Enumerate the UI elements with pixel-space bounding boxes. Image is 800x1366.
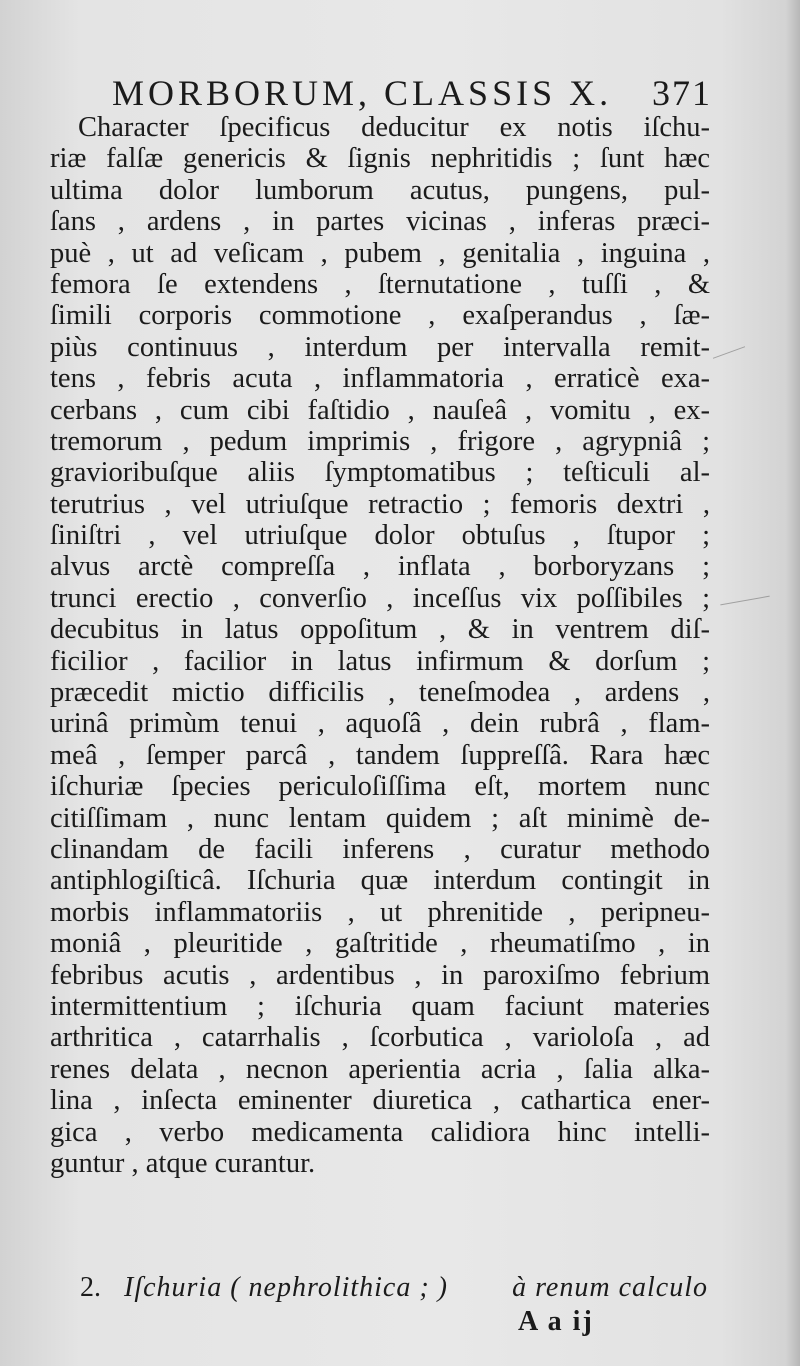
text-line: tremorum , pedum imprimis , frigore , agrypniâ ; [50,425,710,457]
text-line: guntur , atque curantur. [50,1147,316,1179]
page-header [112,72,712,112]
text-line: cerbans , cum cibi faſtidio , nauſeâ , vomitu , ex- [50,394,710,426]
text-line: clinandam de facili inferens , curatur methodo [50,833,710,865]
running-head: MORBORUM, CLASSIS X. [112,73,613,113]
page-number: 371 [652,73,712,113]
text-line: lina , inſecta eminenter diuretica , cathartica ener- [50,1085,710,1117]
text-line: urinâ primùm tenui , aquoſâ , dein rubrâ , flam- [50,708,710,740]
text-line: puè , ut ad veſicam , pubem , genitalia , inguina , [50,237,710,269]
section-subtitle: à renum calculo [512,1272,708,1303]
text-line: terutrius , vel utriuſque retractio ; femoris dextri , [50,488,710,520]
text-line: alvus arctè compreſſa , inflata , borboryzans ; [50,551,710,583]
text-line: gica , verbo medicamenta calidiora hinc intelli- [50,1116,710,1148]
body-text [50,112,710,1179]
text-line: tens , febris acuta , inflammatoria , erraticè exa- [50,363,710,395]
text-line: piùs continuus , interdum per intervalla remit- [50,331,710,363]
text-line: ſimili corporis commotione , exaſperandus , ſæ- [50,300,710,332]
text-line: ſans , ardens , in partes vicinas , inferas præci- [50,206,710,238]
ink-mark [720,596,769,606]
text-line: citiſſimam , nunc lentam quidem ; aſt minimè de- [50,802,710,834]
text-line: decubitus in latus oppoſitum , & in ventrem diſ- [50,614,710,646]
text-line: febribus acutis , ardentibus , in paroxiſmo febrium [50,959,710,991]
text-line: renes delata , necnon aperientia acria , ſalia alka- [50,1053,710,1085]
text-line: trunci erectio , converſio , inceſſus vix poſſibiles ; [50,582,710,614]
text-line: præcedit mictio difficilis , teneſmodea , ardens , [50,677,710,709]
text-line: ſiniſtri , vel utriuſque dolor obtuſus , ſtupor ; [50,520,710,552]
text-line: arthritica , catarrhalis , ſcorbutica , varioloſa , ad [50,1022,710,1054]
text-line: meâ , ſemper parcâ , tandem ſuppreſſâ. Rara hæc [50,739,710,771]
section-title: Iſchuria ( nephrolithica ; ) [124,1272,449,1303]
ink-mark [713,346,745,359]
text-line: intermittentium ; iſchuria quam faciunt materies [50,990,710,1022]
text-line: ultima dolor lumborum acutus, pungens, pul- [50,174,710,206]
printer-signature: A a ij [518,1306,594,1337]
section-number: 2. [80,1272,101,1303]
text-line: riæ falſæ genericis & ſignis nephritidis ; ſunt hæc [50,143,710,175]
text-line: gravioribuſque aliis ſymptomatibus ; teſticuli al- [50,457,710,489]
text-line: ficilior , facilior in latus infirmum & dorſum ; [50,645,710,677]
text-line: Character ſpecificus deducitur ex notis iſchu- [78,112,710,143]
text-line: moniâ , pleuritide , gaſtritide , rheumatiſmo , in [50,928,710,960]
page-edge-shadow [786,0,800,1366]
section-heading [80,1272,708,1306]
text-line: morbis inflammatoriis , ut phrenitide , peripneu- [50,896,710,928]
text-line: iſchuriæ ſpecies periculoſiſſima eſt, mortem nunc [50,771,710,803]
text-line: antiphlogiſticâ. Iſchuria quæ interdum contingit in [50,865,710,897]
text-line: femora ſe extendens , ſternutatione , tuſſi , & [50,268,710,300]
